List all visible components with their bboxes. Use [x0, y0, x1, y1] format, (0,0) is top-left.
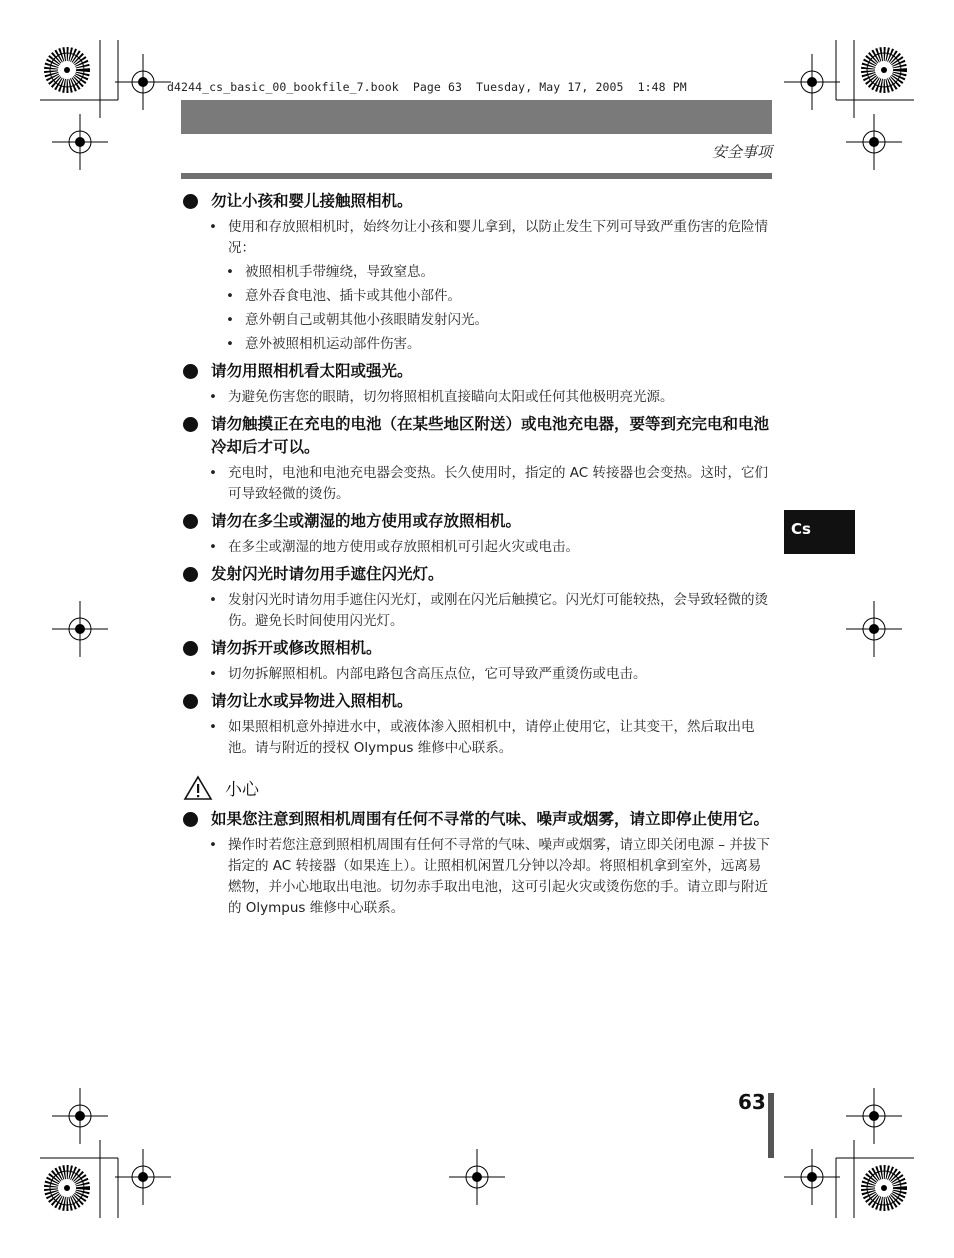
caution-title [181, 773, 772, 803]
caution-heading: 如果您注意到照相机周围有任何不寻常的气味、噪声或烟雾，请立即停止使用它。 [181, 808, 772, 831]
warning-heading: 请勿拆开或修改照相机。 [181, 637, 772, 660]
bullet-dot-icon [183, 417, 198, 432]
caution-bullet: • 操作时若您注意到照相机周围有任何不寻常的气味、噪声或烟雾，请立即关闭电源 – 并拔下指定的 AC 转接器（如果连上）。让照相机闲置几分钟以冷却。将照相机拿到室外，远离易燃物，并小心地取出电池。切勿赤手取出电池，这可引起火灾或烫伤您的手。请立即与附近的 Olympus 维修中心联系。 [209, 837, 770, 916]
bullet-dot-icon [183, 364, 198, 379]
page-number-bar [768, 1093, 774, 1158]
warning-heading: 请勿用照相机看太阳或强光。 [181, 360, 772, 383]
warning-heading: 请勿在多尘或潮湿的地方使用或存放照相机。 [181, 510, 772, 533]
header-rule [181, 173, 772, 179]
warning-bullet: • 为避免伤害您的眼睛，切勿将照相机直接瞄向太阳或任何其他极明亮光源。 [209, 389, 674, 405]
bullet-dot-icon [183, 514, 198, 529]
sub-bullet: • 被照相机手带缠绕，导致窒息。 [226, 264, 434, 280]
section-title: 安全事项 [711, 143, 772, 161]
warning-heading: 发射闪光时请勿用手遮住闪光灯。 [181, 563, 772, 586]
bullet-dot-icon [183, 194, 198, 209]
bullet-dot-icon [183, 694, 198, 709]
sub-bullet: • 意外被照相机运动部件伤害。 [226, 336, 421, 352]
safety-content [181, 190, 772, 919]
header-bar [181, 100, 772, 134]
file-header: d4244_cs_basic_00_bookfile_7.book Page 63 Tuesday, May 17, 2005 1:48 PM [167, 80, 687, 94]
warning-bullet: • 发射闪光时请勿用手遮住闪光灯，或刚在闪光后触摸它。闪光灯可能较热，会导致轻微的烫伤。避免长时间使用闪光灯。 [209, 592, 768, 629]
bullet-dot-icon [183, 641, 198, 656]
warning-bullet: • 切勿拆解照相机。内部电路包含高压点位，它可导致严重烫伤或电击。 [209, 666, 647, 682]
language-tab: Cs [784, 510, 855, 554]
bullet-dot-icon [183, 812, 198, 827]
sub-bullet: • 意外朝自己或朝其他小孩眼睛发射闪光。 [226, 312, 488, 328]
warning-heading: 请勿让水或异物进入照相机。 [181, 690, 772, 713]
caution-triangle-icon [183, 775, 213, 801]
warning-bullet: • 充电时，电池和电池充电器会变热。长久使用时，指定的 AC 转接器也会变热。这时，它们可导致轻微的烫伤。 [209, 465, 769, 502]
warning-bullet: • 在多尘或潮湿的地方使用或存放照相机可引起火灾或电击。 [209, 539, 579, 555]
warning-heading: 勿让小孩和婴儿接触照相机。 [181, 190, 772, 213]
caution-label: 小心 [225, 780, 259, 800]
warning-bullet: • 如果照相机意外掉进水中，或液体渗入照相机中，请停止使用它，让其变干，然后取出电池。请与附近的授权 Olympus 维修中心联系。 [209, 719, 755, 756]
warning-heading: 请勿触摸正在充电的电池（在某些地区附送）或电池充电器，要等到充完电和电池冷却后才可以。 [181, 413, 772, 459]
warning-bullet: • 使用和存放照相机时，始终勿让小孩和婴儿拿到，以防止发生下列可导致严重伤害的危险情况： [209, 219, 768, 256]
sub-bullet: • 意外吞食电池、插卡或其他小部件。 [226, 288, 461, 304]
bullet-dot-icon [183, 567, 198, 582]
page-number: 63 [738, 1090, 766, 1114]
